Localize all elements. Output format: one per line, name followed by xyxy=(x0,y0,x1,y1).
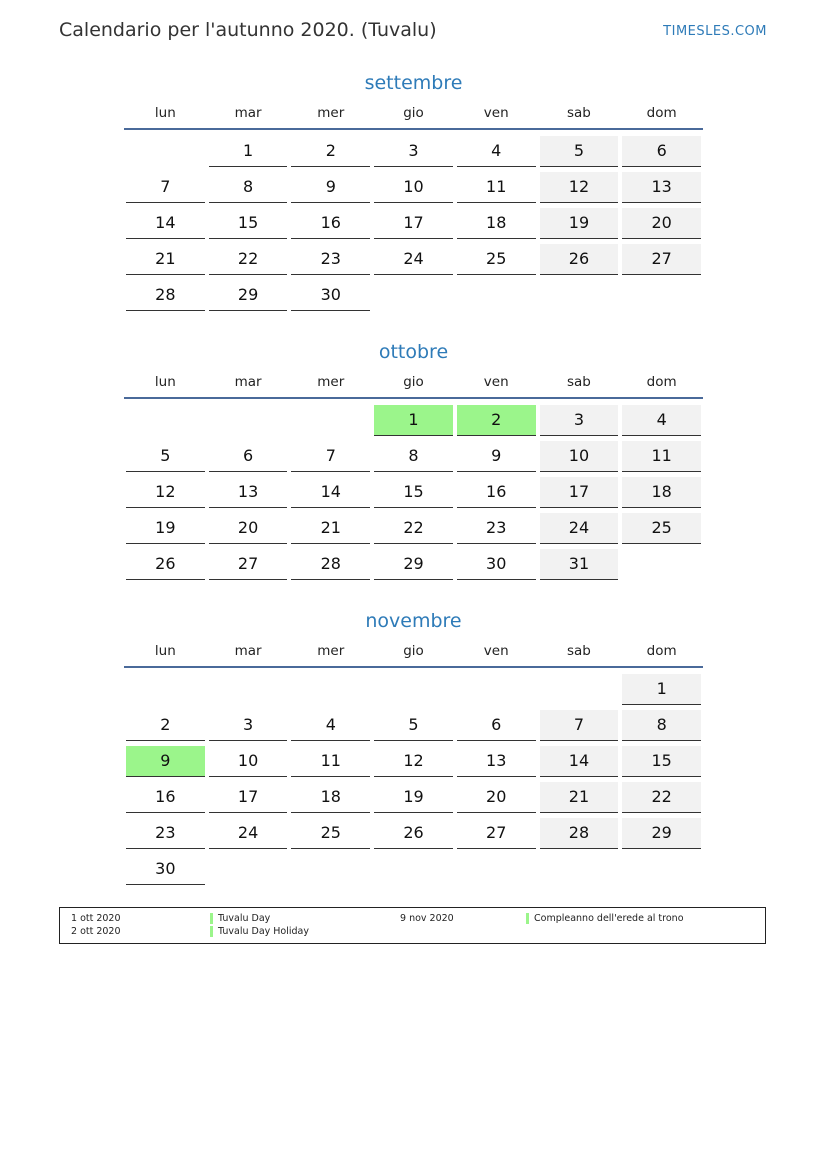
weekday-header xyxy=(124,104,703,130)
day-cell xyxy=(289,549,372,585)
day-cell xyxy=(207,818,290,854)
day-cell xyxy=(620,710,703,746)
day-number: 26 xyxy=(374,818,453,849)
empty-cell xyxy=(455,280,538,316)
month-title: novembre xyxy=(365,610,462,632)
day-cell xyxy=(538,818,621,854)
weekday-header xyxy=(124,642,703,668)
day-cell xyxy=(124,549,207,585)
empty-cell-inner xyxy=(622,854,701,884)
weekday-label: lun xyxy=(154,643,176,659)
day-cell xyxy=(538,172,621,208)
week-row xyxy=(124,818,703,854)
day-cell xyxy=(207,136,290,172)
day-number: 14 xyxy=(291,477,370,508)
empty-cell-inner xyxy=(291,674,370,704)
day-cell xyxy=(124,782,207,818)
day-number: 10 xyxy=(374,172,453,203)
week-row xyxy=(124,674,703,710)
empty-cell-inner xyxy=(622,280,701,310)
day-number: 19 xyxy=(126,513,205,544)
day-number: 11 xyxy=(291,746,370,777)
empty-cell-inner xyxy=(126,674,205,704)
weekday-label: ven xyxy=(483,374,509,390)
day-cell xyxy=(124,244,207,280)
day-number: 24 xyxy=(209,818,288,849)
day-cell xyxy=(538,477,621,513)
day-cell xyxy=(620,136,703,172)
holiday-day-cell xyxy=(124,746,207,782)
empty-cell xyxy=(124,136,207,172)
day-number: 19 xyxy=(540,208,619,239)
brand-link[interactable]: TIMESLES.COM xyxy=(663,24,767,39)
weekday-label: mer xyxy=(317,105,345,121)
week-row xyxy=(124,441,703,477)
day-cell xyxy=(124,477,207,513)
legend-name-text: Compleanno dell'erede al trono xyxy=(534,913,684,924)
day-cell xyxy=(289,818,372,854)
day-number: 29 xyxy=(209,280,288,311)
week-row xyxy=(124,208,703,244)
day-cell xyxy=(124,441,207,477)
empty-cell xyxy=(620,549,703,585)
week-row xyxy=(124,782,703,818)
weekday-label: dom xyxy=(646,643,677,659)
weekday-label: sab xyxy=(567,374,591,390)
day-cell xyxy=(538,782,621,818)
day-number: 18 xyxy=(457,208,536,239)
day-cell xyxy=(124,854,207,890)
holiday-day-cell xyxy=(372,405,455,441)
day-cell xyxy=(289,477,372,513)
day-number: 27 xyxy=(209,549,288,580)
month-september xyxy=(124,70,703,316)
legend-date: 1 ott 2020 xyxy=(71,913,121,924)
week-row xyxy=(124,477,703,513)
day-cell xyxy=(207,244,290,280)
day-cell xyxy=(289,244,372,280)
week-row xyxy=(124,172,703,208)
empty-cell-inner xyxy=(209,854,288,884)
day-cell xyxy=(620,782,703,818)
day-number: 30 xyxy=(291,280,370,311)
week-row xyxy=(124,549,703,585)
day-cell xyxy=(207,549,290,585)
day-number: 4 xyxy=(622,405,701,436)
empty-cell xyxy=(124,405,207,441)
day-number: 15 xyxy=(622,746,701,777)
day-cell xyxy=(372,441,455,477)
day-cell xyxy=(289,280,372,316)
day-cell xyxy=(538,208,621,244)
legend-date: 9 nov 2020 xyxy=(400,913,454,924)
empty-cell-inner xyxy=(209,674,288,704)
day-cell xyxy=(372,818,455,854)
day-cell xyxy=(455,136,538,172)
day-number: 11 xyxy=(622,441,701,472)
day-number: 5 xyxy=(374,710,453,741)
empty-cell xyxy=(289,405,372,441)
day-number: 2 xyxy=(457,405,536,436)
day-number: 16 xyxy=(457,477,536,508)
day-cell xyxy=(207,710,290,746)
day-number: 13 xyxy=(622,172,701,203)
day-cell xyxy=(455,746,538,782)
day-cell xyxy=(372,172,455,208)
week-row xyxy=(124,136,703,172)
day-number: 9 xyxy=(457,441,536,472)
day-number: 1 xyxy=(374,405,453,436)
month-title: ottobre xyxy=(378,341,449,363)
weekday-label: dom xyxy=(646,105,677,121)
day-number: 26 xyxy=(540,244,619,275)
empty-cell-inner xyxy=(374,674,453,704)
empty-cell xyxy=(372,854,455,890)
day-cell xyxy=(372,549,455,585)
day-number: 8 xyxy=(209,172,288,203)
legend-name-text: Tuvalu Day xyxy=(218,913,271,924)
day-number: 1 xyxy=(209,136,288,167)
day-number: 31 xyxy=(540,549,619,580)
day-cell xyxy=(538,136,621,172)
empty-cell-inner xyxy=(457,280,536,310)
empty-cell-inner xyxy=(540,674,619,704)
day-cell xyxy=(289,172,372,208)
day-cell xyxy=(620,172,703,208)
day-cell xyxy=(124,513,207,549)
weekday-label: gio xyxy=(403,643,424,659)
page-title: Calendario per l'autunno 2020. (Tuvalu) xyxy=(59,19,437,41)
empty-cell-inner xyxy=(622,549,701,579)
day-number: 16 xyxy=(291,208,370,239)
empty-cell xyxy=(289,674,372,710)
legend-name-text: Tuvalu Day Holiday xyxy=(218,926,309,937)
day-cell xyxy=(455,208,538,244)
day-number: 14 xyxy=(540,746,619,777)
day-number: 30 xyxy=(126,854,205,885)
day-number: 2 xyxy=(291,136,370,167)
day-number: 28 xyxy=(540,818,619,849)
day-number: 17 xyxy=(540,477,619,508)
weekday-label: gio xyxy=(403,374,424,390)
day-number: 28 xyxy=(126,280,205,311)
day-number: 10 xyxy=(540,441,619,472)
weekday-label: dom xyxy=(646,374,677,390)
day-number: 7 xyxy=(291,441,370,472)
day-number: 12 xyxy=(126,477,205,508)
day-number: 22 xyxy=(374,513,453,544)
weekday-label: mar xyxy=(234,105,262,121)
empty-cell xyxy=(620,854,703,890)
day-number: 13 xyxy=(457,746,536,777)
weekday-label: mar xyxy=(234,374,262,390)
day-cell xyxy=(289,746,372,782)
day-cell xyxy=(538,244,621,280)
day-cell xyxy=(124,818,207,854)
week-row xyxy=(124,405,703,441)
legend-holiday-name xyxy=(210,926,309,937)
day-number: 21 xyxy=(126,244,205,275)
weekday-label: mer xyxy=(317,643,345,659)
day-number: 23 xyxy=(291,244,370,275)
day-cell xyxy=(538,513,621,549)
month-november xyxy=(124,608,703,890)
day-cell xyxy=(207,782,290,818)
day-cell xyxy=(289,208,372,244)
day-cell xyxy=(455,172,538,208)
day-number: 20 xyxy=(209,513,288,544)
day-cell xyxy=(207,208,290,244)
day-number: 18 xyxy=(622,477,701,508)
day-number: 6 xyxy=(622,136,701,167)
day-cell xyxy=(289,782,372,818)
day-cell xyxy=(372,208,455,244)
day-number: 17 xyxy=(209,782,288,813)
day-cell xyxy=(455,818,538,854)
day-number: 8 xyxy=(374,441,453,472)
day-cell xyxy=(620,513,703,549)
holiday-legend xyxy=(59,907,766,944)
day-cell xyxy=(455,549,538,585)
day-cell xyxy=(289,441,372,477)
day-cell xyxy=(538,746,621,782)
day-cell xyxy=(207,280,290,316)
weekday-label: lun xyxy=(154,374,176,390)
week-row xyxy=(124,854,703,890)
empty-cell xyxy=(289,854,372,890)
empty-cell-inner xyxy=(457,674,536,704)
week-row xyxy=(124,746,703,782)
day-number: 29 xyxy=(374,549,453,580)
month-grid xyxy=(124,674,703,890)
empty-cell xyxy=(538,674,621,710)
day-number: 25 xyxy=(291,818,370,849)
day-number: 2 xyxy=(126,710,205,741)
day-number: 3 xyxy=(209,710,288,741)
day-cell xyxy=(455,441,538,477)
day-number: 5 xyxy=(540,136,619,167)
day-number: 28 xyxy=(291,549,370,580)
month-october xyxy=(124,339,703,585)
holiday-color-swatch xyxy=(210,926,213,937)
day-number: 21 xyxy=(291,513,370,544)
empty-cell xyxy=(124,674,207,710)
day-number: 5 xyxy=(126,441,205,472)
day-cell xyxy=(372,782,455,818)
weekday-label: ven xyxy=(483,643,509,659)
weekday-label: sab xyxy=(567,105,591,121)
week-row xyxy=(124,710,703,746)
day-cell xyxy=(207,477,290,513)
day-cell xyxy=(372,513,455,549)
empty-cell xyxy=(538,854,621,890)
month-grid xyxy=(124,136,703,316)
empty-cell xyxy=(207,854,290,890)
empty-cell-inner xyxy=(209,405,288,435)
month-title: settembre xyxy=(364,72,463,94)
empty-cell xyxy=(538,280,621,316)
day-cell xyxy=(538,405,621,441)
day-number: 9 xyxy=(126,746,205,777)
empty-cell-inner xyxy=(126,405,205,435)
day-cell xyxy=(620,405,703,441)
day-cell xyxy=(620,818,703,854)
week-row xyxy=(124,280,703,316)
day-cell xyxy=(124,710,207,746)
day-number: 11 xyxy=(457,172,536,203)
day-number: 3 xyxy=(374,136,453,167)
empty-cell-inner xyxy=(457,854,536,884)
day-number: 30 xyxy=(457,549,536,580)
day-number: 1 xyxy=(622,674,701,705)
day-number: 17 xyxy=(374,208,453,239)
day-cell xyxy=(207,513,290,549)
empty-cell-inner xyxy=(374,854,453,884)
day-number: 24 xyxy=(540,513,619,544)
day-number: 24 xyxy=(374,244,453,275)
day-number: 22 xyxy=(622,782,701,813)
day-number: 27 xyxy=(457,818,536,849)
day-cell xyxy=(289,513,372,549)
day-cell xyxy=(207,172,290,208)
day-cell xyxy=(620,441,703,477)
empty-cell xyxy=(620,280,703,316)
legend-date: 2 ott 2020 xyxy=(71,926,121,937)
week-row xyxy=(124,513,703,549)
legend-holiday-name xyxy=(210,913,270,924)
day-number: 6 xyxy=(457,710,536,741)
day-number: 22 xyxy=(209,244,288,275)
day-cell xyxy=(538,441,621,477)
day-cell xyxy=(289,136,372,172)
day-cell xyxy=(538,549,621,585)
day-number: 7 xyxy=(540,710,619,741)
day-cell xyxy=(124,172,207,208)
day-cell xyxy=(455,477,538,513)
day-cell xyxy=(372,710,455,746)
day-number: 6 xyxy=(209,441,288,472)
empty-cell-inner xyxy=(540,854,619,884)
day-number: 3 xyxy=(540,405,619,436)
day-cell xyxy=(207,441,290,477)
day-cell xyxy=(124,208,207,244)
day-number: 7 xyxy=(126,172,205,203)
empty-cell-inner xyxy=(291,854,370,884)
day-number: 14 xyxy=(126,208,205,239)
day-number: 18 xyxy=(291,782,370,813)
day-cell xyxy=(455,710,538,746)
day-number: 23 xyxy=(126,818,205,849)
empty-cell xyxy=(207,674,290,710)
day-number: 15 xyxy=(374,477,453,508)
weekday-header xyxy=(124,373,703,399)
weekday-label: mar xyxy=(234,643,262,659)
day-number: 8 xyxy=(622,710,701,741)
day-cell xyxy=(372,746,455,782)
holiday-color-swatch xyxy=(526,913,529,924)
day-cell xyxy=(620,674,703,710)
day-number: 23 xyxy=(457,513,536,544)
day-number: 25 xyxy=(457,244,536,275)
empty-cell xyxy=(207,405,290,441)
day-cell xyxy=(538,710,621,746)
day-number: 16 xyxy=(126,782,205,813)
day-cell xyxy=(455,244,538,280)
day-number: 4 xyxy=(291,710,370,741)
empty-cell xyxy=(455,674,538,710)
day-cell xyxy=(289,710,372,746)
legend-holiday-name xyxy=(526,913,684,924)
empty-cell-inner xyxy=(126,136,205,166)
day-number: 20 xyxy=(457,782,536,813)
empty-cell xyxy=(372,674,455,710)
holiday-color-swatch xyxy=(210,913,213,924)
day-cell xyxy=(372,477,455,513)
week-row xyxy=(124,244,703,280)
holiday-day-cell xyxy=(455,405,538,441)
weekday-label: lun xyxy=(154,105,176,121)
day-cell xyxy=(372,136,455,172)
day-number: 29 xyxy=(622,818,701,849)
day-number: 25 xyxy=(622,513,701,544)
day-number: 21 xyxy=(540,782,619,813)
day-number: 12 xyxy=(540,172,619,203)
day-number: 26 xyxy=(126,549,205,580)
month-grid xyxy=(124,405,703,585)
day-number: 10 xyxy=(209,746,288,777)
day-number: 12 xyxy=(374,746,453,777)
empty-cell-inner xyxy=(540,280,619,310)
day-number: 27 xyxy=(622,244,701,275)
weekday-label: sab xyxy=(567,643,591,659)
day-cell xyxy=(620,477,703,513)
day-cell xyxy=(124,280,207,316)
day-number: 20 xyxy=(622,208,701,239)
day-cell xyxy=(620,208,703,244)
day-cell xyxy=(207,746,290,782)
day-number: 4 xyxy=(457,136,536,167)
day-cell xyxy=(620,746,703,782)
day-cell xyxy=(372,244,455,280)
empty-cell xyxy=(372,280,455,316)
day-cell xyxy=(620,244,703,280)
day-number: 15 xyxy=(209,208,288,239)
weekday-label: ven xyxy=(483,105,509,121)
day-cell xyxy=(455,513,538,549)
empty-cell-inner xyxy=(291,405,370,435)
weekday-label: gio xyxy=(403,105,424,121)
day-number: 9 xyxy=(291,172,370,203)
empty-cell-inner xyxy=(374,280,453,310)
day-number: 19 xyxy=(374,782,453,813)
day-number: 13 xyxy=(209,477,288,508)
day-cell xyxy=(455,782,538,818)
weekday-label: mer xyxy=(317,374,345,390)
empty-cell xyxy=(455,854,538,890)
